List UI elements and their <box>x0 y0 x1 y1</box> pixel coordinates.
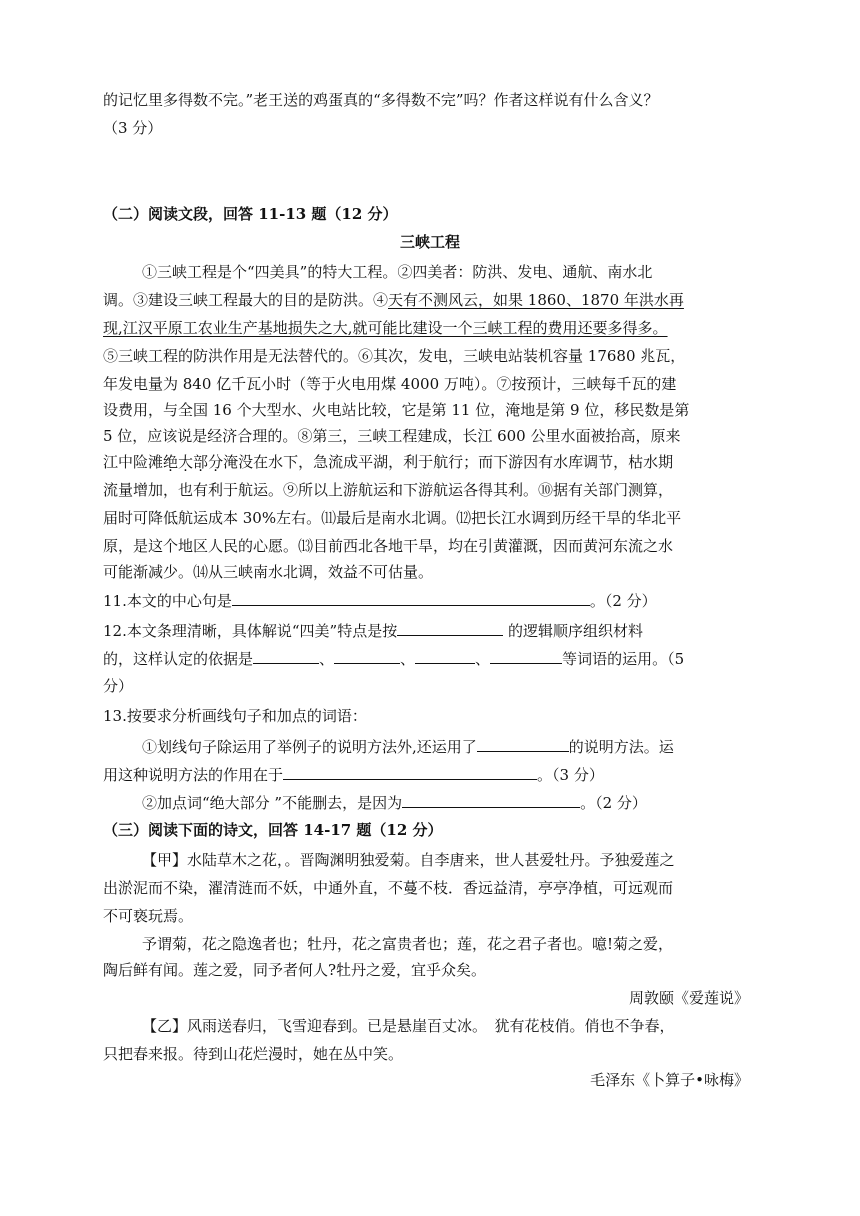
question-13: 13.按要求分析画线句子和加点的词语： <box>103 707 367 725</box>
dotted-word-char: 部 <box>193 453 209 471</box>
passage-line: 原，是这个地区人民的心愿。⒀目前西北各地干旱，均在引黄灌溉，因而黄河东流之水 <box>103 537 674 555</box>
question-text: 等词语的运用。（5 <box>562 650 685 668</box>
passage-line: 届时可降低航运成本 30%左右。⑾最后是南水北调。⑿把长江水调到历经干旱的华北平 <box>103 509 682 527</box>
question-12-score: 分） <box>103 677 134 695</box>
passage-line: ⑤三峡工程的防洪作用是无法替代的。⑥其次，发电，三峡电站装机容量 17680 兆瓦， <box>103 347 686 365</box>
passage-line: 年发电量为 840 亿千瓦小时（等于火电用煤 4000 万吨）。⑦按预计，三峡每千瓦的建 <box>103 375 677 393</box>
poem-yi-line: 【乙】风雨送春归，飞雪迎春到。已是悬崖百丈冰。 犹有花枝俏。俏也不争春， <box>142 1017 675 1035</box>
separator: 、 <box>319 650 335 668</box>
separator: 、 <box>400 650 416 668</box>
question-13-part1 <box>142 736 674 757</box>
dotted-word-char: 大 <box>178 453 194 471</box>
separator: 、 <box>475 650 491 668</box>
prev-question-text: 的记忆里多得数不完。”老王送的鸡蛋真的“多得数不完”吗？作者这样说有什么含义？ <box>103 91 659 109</box>
question-text: ②加点词“绝大部分 ”不能删去，是因为 <box>142 794 403 812</box>
passage-text: 江中险滩 <box>103 453 164 471</box>
passage-line: ①三峡工程是个“四美具”的特大工程。②四美者：防洪、发电、通航、南水北 <box>142 263 653 281</box>
passage-line: 可能渐减少。⒁从三峡南水北调，效益不可估量。 <box>103 563 434 581</box>
answer-blank[interactable] <box>415 648 475 664</box>
question-11 <box>103 590 657 611</box>
dotted-word-char: 绝 <box>163 453 179 471</box>
prev-question-score: （3 分） <box>103 119 163 137</box>
question-text: 12.本文条理清晰，具体解说“四美”特点是按 <box>103 622 398 640</box>
answer-blank[interactable] <box>477 736 569 752</box>
answer-blank[interactable] <box>283 764 537 780</box>
underlined-sentence: 天有不测风云，如果 1860、1870 年洪水再 <box>388 291 684 309</box>
passage-text: 调。③建设三峡工程最大的目的是防洪。④ <box>103 291 389 309</box>
answer-blank[interactable] <box>253 648 319 664</box>
question-13-part2 <box>142 792 647 813</box>
question-text: 。（2 分） <box>580 794 647 812</box>
poem-jia-line: 【甲】水陆草木之花，。晋陶渊明独爱菊。自李唐来，世人甚爱牡丹。予独爱莲之 <box>142 851 675 869</box>
poem-jia-line: 陶后鲜有闻。莲之爱，同予者何人?牡丹之爱，宜乎众矣。 <box>103 961 487 979</box>
answer-blank[interactable] <box>334 648 400 664</box>
question-text: 。（2 分） <box>589 592 657 610</box>
passage-line: 设费用，与全国 16 个大型水、火电站比较，它是第 11 位，淹地是第 9 位，移民数是第 <box>103 401 690 419</box>
poem-yi-source: 毛泽东《卜算子•咏梅》 <box>590 1071 749 1089</box>
passage-line: 流量增加，也有利于航运。⑨所以上游航运和下游航运各得其利。⑩据有关部门测算， <box>103 481 674 499</box>
passage-line <box>103 318 668 338</box>
question-text: 用这种说明方法的作用在于 <box>103 766 284 784</box>
question-13-part1-cont <box>103 764 604 785</box>
question-text: 的，这样认定的依据是 <box>103 650 254 668</box>
dotted-word-char: 分 <box>208 453 224 471</box>
passage-text: 淹没在水下，急流成平湖，利于航行；而下游因有水库调节，枯水期 <box>223 453 674 471</box>
question-text: 。（3 分） <box>537 766 604 784</box>
passage-line: 5 位，应该说是经济合理的。⑧第三，三峡工程建成，长江 600 公里水面被抬高，原来 <box>103 427 681 445</box>
poem-jia-source: 周敦颐《爱莲说》 <box>628 989 749 1007</box>
section2-heading: （二）阅读文段，回答 11-13 题（12 分） <box>103 205 398 223</box>
section3-heading: （三）阅读下面的诗文，回答 14-17 题（12 分） <box>103 821 443 839</box>
answer-blank[interactable] <box>232 590 590 606</box>
answer-blank[interactable] <box>402 792 580 808</box>
question-text: 11.本文的中心句是 <box>103 592 232 610</box>
underlined-sentence: 现,江汉平原工农业生产基地损失之大,就可能比建设一个三峡工程的费用还要多得多。 <box>103 319 668 337</box>
poem-jia-line: 予谓菊，花之隐逸者也；牡丹，花之富贵者也；莲，花之君子者也。噫!菊之爱， <box>142 935 674 953</box>
question-12-cont <box>103 648 684 669</box>
answer-blank[interactable] <box>490 648 562 664</box>
passage-line <box>103 290 684 310</box>
answer-blank[interactable] <box>397 620 503 636</box>
question-text: 的逻辑顺序组织材料 <box>503 622 643 640</box>
poem-yi-line: 只把春来报。待到山花烂漫时，她在丛中笑。 <box>103 1045 404 1063</box>
passage-line <box>103 452 673 472</box>
poem-jia-line: 不可亵玩焉。 <box>103 907 194 925</box>
question-12 <box>103 620 643 641</box>
poem-jia-line: 出淤泥而不染，濯清涟而不妖，中通外直，不蔓不枝．香远益清，亭亭净植，可远观而 <box>103 879 674 897</box>
passage-title: 三峡工程 <box>399 233 460 251</box>
question-text: 的说明方法。运 <box>568 738 674 756</box>
question-text: ①划线句子除运用了举例子的说明方法外,还运用了 <box>142 738 477 756</box>
